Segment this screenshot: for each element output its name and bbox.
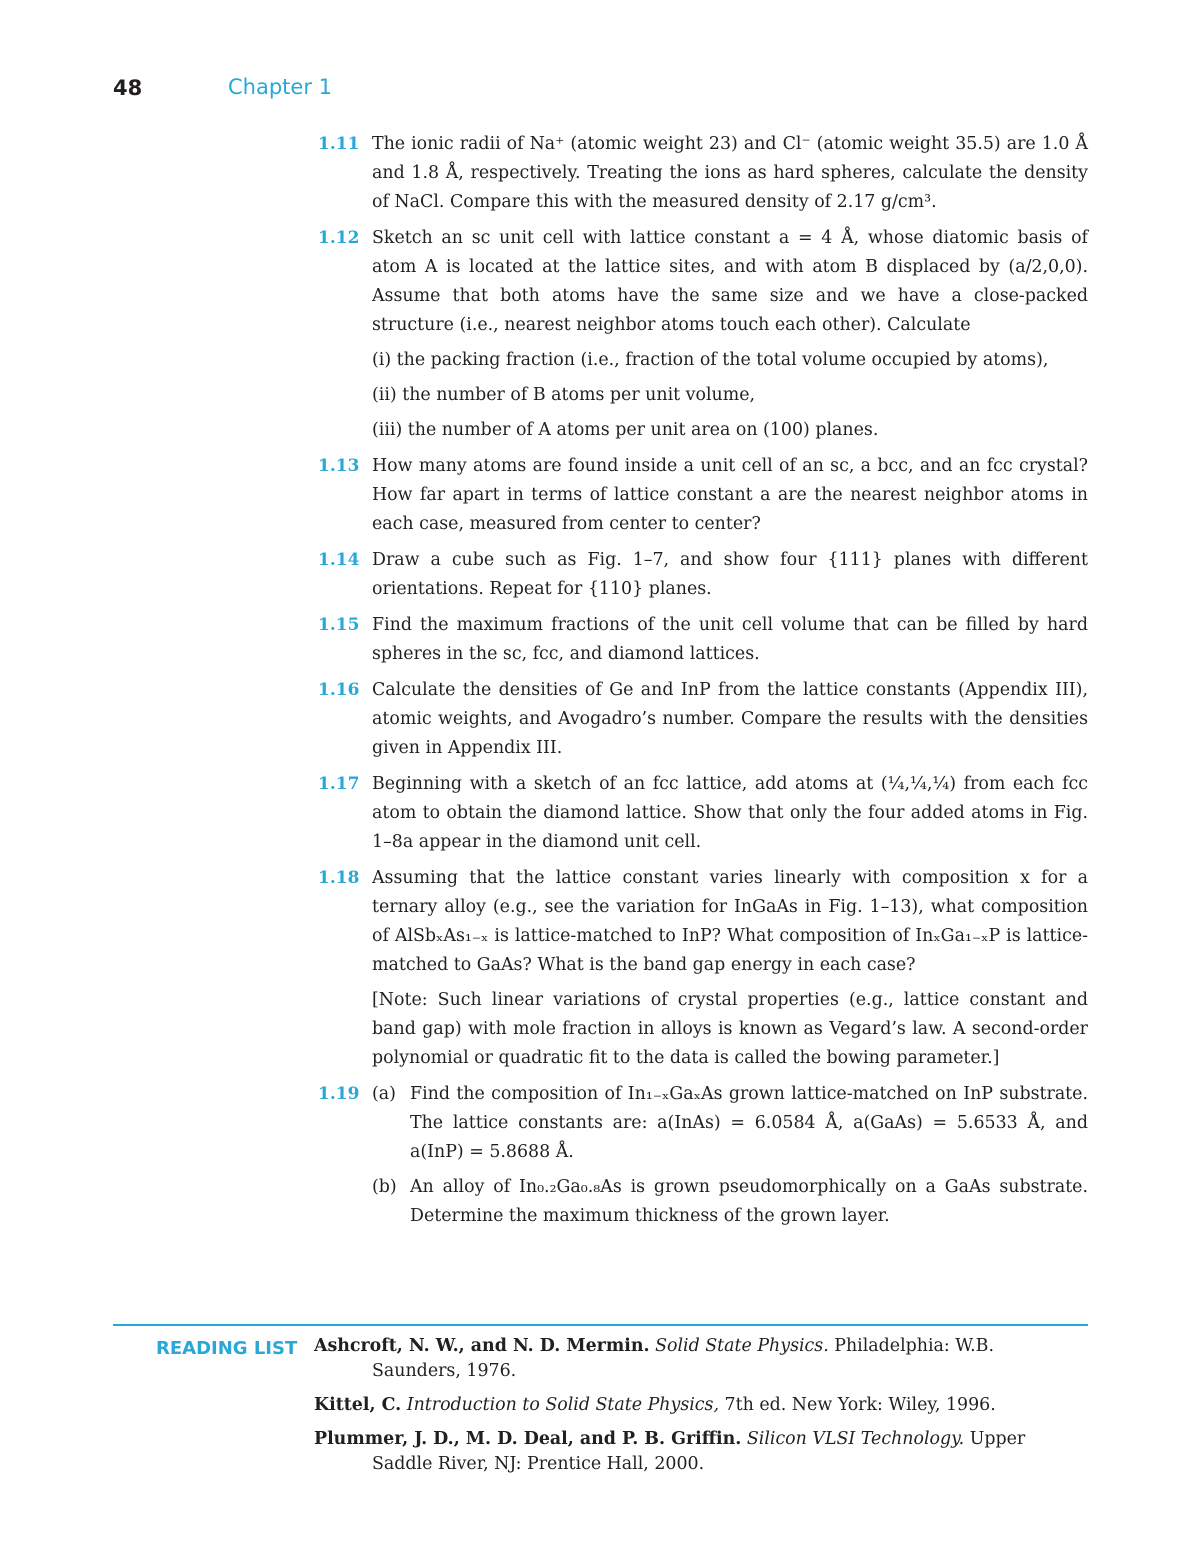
problem-text: The ionic radii of Na⁺ (atomic weight 23) and Cl⁻ (atomic weight 35.5) are 1.0 Å and 1.8 Å, respectively. Treating the ions as hard spheres, calculate the density of NaCl. Compare this with the measured density of 2.17 g/cm³. bbox=[372, 134, 1088, 212]
part-a bbox=[372, 1080, 1088, 1167]
ref-publisher: Philadelphia: W.B. Saunders, 1976. bbox=[372, 1336, 994, 1381]
reference-item bbox=[314, 1334, 1088, 1384]
problem-1-13 bbox=[318, 452, 1088, 539]
ref-title: Solid State Physics. bbox=[655, 1336, 829, 1356]
part-label: (b) bbox=[372, 1177, 397, 1197]
problem-number: 1.12 bbox=[318, 228, 360, 248]
reference-item bbox=[314, 1393, 1088, 1418]
problem-1-17 bbox=[318, 770, 1088, 857]
page-number: 48 bbox=[113, 76, 143, 100]
page-header bbox=[0, 72, 1200, 106]
chapter-label: Chapter 1 bbox=[228, 75, 332, 99]
ref-title: Introduction to Solid State Physics, bbox=[406, 1395, 720, 1415]
problem-number: 1.16 bbox=[318, 680, 360, 700]
part-text: An alloy of In₀.₂Ga₀.₈As is grown pseudomorphically on a GaAs substrate. Determine the maximum thickness of the grown layer. bbox=[410, 1177, 1088, 1226]
problem-number: 1.14 bbox=[318, 550, 360, 570]
part-b bbox=[372, 1173, 1088, 1231]
part-label: (a) bbox=[372, 1084, 396, 1104]
subquestion-ii: (ii) the number of B atoms per unit volume, bbox=[372, 385, 756, 405]
problem-number: 1.13 bbox=[318, 456, 360, 476]
problem-1-19 bbox=[318, 1080, 1088, 1231]
problem-number: 1.17 bbox=[318, 774, 360, 794]
problem-note: [Note: Such linear variations of crystal properties (e.g., lattice constant and band gap) with mole fraction in alloys is known as Vegard’s law. A second-order polynomial or quadratic fit to the data is called the bowing parameter.] bbox=[372, 990, 1088, 1068]
problem-list bbox=[318, 130, 1088, 1238]
reference-item bbox=[314, 1427, 1088, 1477]
problem-text: How many atoms are found inside a unit cell of an sc, a bcc, and an fcc crystal? How far apart in terms of lattice constant a are the nearest neighbor atoms in each case, measured from center to center? bbox=[372, 456, 1088, 534]
problem-text: Find the maximum fractions of the unit cell volume that can be filled by hard spheres in the sc, fcc, and diamond lattices. bbox=[372, 615, 1088, 664]
section-divider bbox=[113, 1324, 1088, 1326]
problem-text: Sketch an sc unit cell with lattice constant a = 4 Å, whose diatomic basis of atom A is located at the lattice sites, and with atom B displaced by (a/2,0,0). Assume that both atoms have the same size and we have a close-packed structure (i.e., nearest neighbor atoms touch each other). Calculate bbox=[372, 228, 1088, 335]
subquestion-i: (i) the packing fraction (i.e., fraction of the total volume occupied by atoms), bbox=[372, 350, 1049, 370]
problem-number: 1.18 bbox=[318, 868, 360, 888]
reading-list-title: READING LIST bbox=[156, 1338, 298, 1359]
ref-authors: Kittel, C. bbox=[314, 1395, 402, 1415]
problem-number: 1.15 bbox=[318, 615, 360, 635]
problem-number: 1.11 bbox=[318, 134, 360, 154]
problem-text: Assuming that the lattice constant varies linearly with composition x for a ternary alloy (e.g., see the variation for InGaAs in Fig. 1–13), what composition of AlSbₓAs₁₋ₓ is lattice-matched to InP? What composition of InₓGa₁₋ₓP is lattice-matched to GaAs? What is the band gap energy in each case? bbox=[372, 868, 1088, 975]
subquestion-iii: (iii) the number of A atoms per unit area on (100) planes. bbox=[372, 420, 879, 440]
problem-text: Calculate the densities of Ge and InP from the lattice constants (Appendix III), atomic weights, and Avogadro’s number. Compare the results with the densities given in Appendix III. bbox=[372, 680, 1088, 758]
problem-1-11 bbox=[318, 130, 1088, 217]
problem-number: 1.19 bbox=[318, 1084, 360, 1104]
problem-text: Draw a cube such as Fig. 1–7, and show four {111} planes with different orientations. Repeat for {110} planes. bbox=[372, 550, 1088, 599]
problem-1-16 bbox=[318, 676, 1088, 763]
part-text: Find the composition of In₁₋ₓGaₓAs grown lattice-matched on InP substrate. The lattice constants are: a(InAs) = 6.0584 Å, a(GaAs) = 5.6533 Å, and a(InP) = 5.8688 Å. bbox=[410, 1084, 1088, 1162]
ref-publisher: Upper Saddle River, NJ: Prentice Hall, 2000. bbox=[372, 1429, 1026, 1474]
problem-text: Beginning with a sketch of an fcc lattice, add atoms at (¼,¼,¼) from each fcc atom to obtain the diamond lattice. Show that only the four added atoms in Fig. 1–8a appear in the diamond unit cell. bbox=[372, 774, 1088, 852]
problem-1-14 bbox=[318, 546, 1088, 604]
problem-1-12 bbox=[318, 224, 1088, 445]
ref-publisher: 7th ed. New York: Wiley, 1996. bbox=[724, 1395, 996, 1415]
ref-authors: Ashcroft, N. W., and N. D. Mermin. bbox=[314, 1336, 650, 1356]
problem-1-18 bbox=[318, 864, 1088, 1073]
ref-authors: Plummer, J. D., M. D. Deal, and P. B. Griffin. bbox=[314, 1429, 742, 1449]
ref-title: Silicon VLSI Technology. bbox=[746, 1429, 965, 1449]
problem-1-15 bbox=[318, 611, 1088, 669]
reading-list bbox=[314, 1334, 1088, 1486]
